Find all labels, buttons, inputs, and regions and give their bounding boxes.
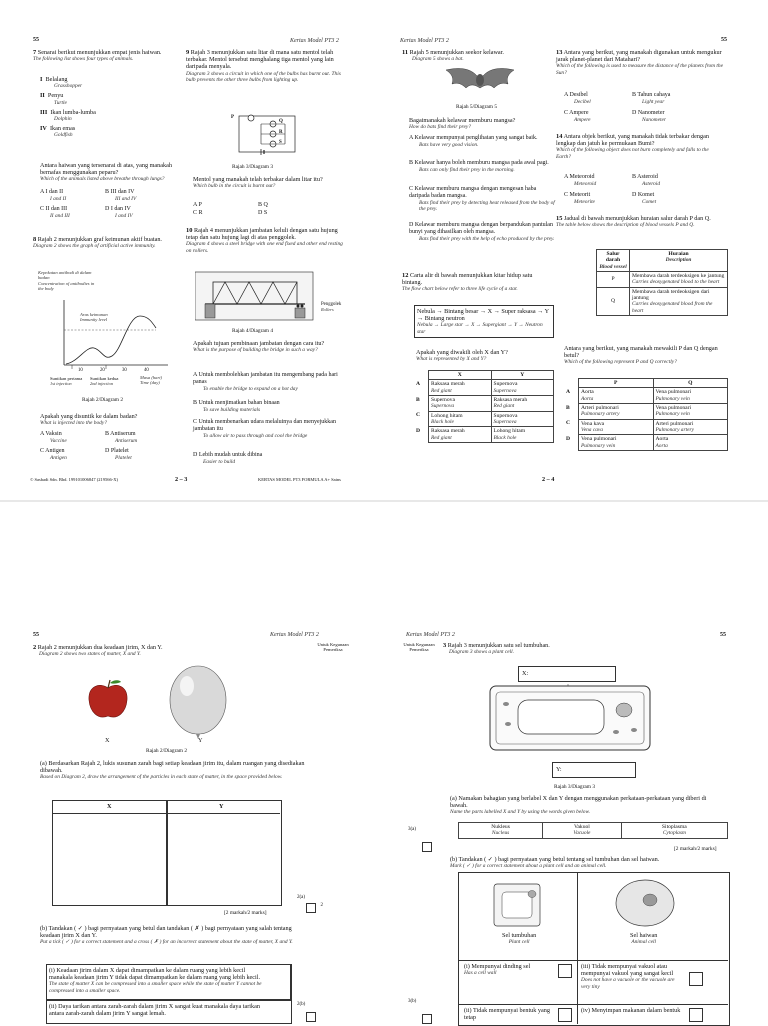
q13-option-c[interactable]: C Ampere Ampere [564, 110, 591, 123]
roller-label: Penggolek Rollers [321, 302, 342, 313]
page-number: 55 [721, 37, 727, 43]
q2b-score-box[interactable] [306, 1012, 316, 1022]
q13-option-b[interactable]: B Tahun cahaya Light year [632, 92, 671, 105]
drawing-box-y[interactable] [166, 800, 282, 906]
q7-option-b[interactable]: B III dan IV III and IV [105, 189, 137, 202]
q3b-answer-i[interactable] [558, 964, 572, 978]
label-box-x[interactable]: X: [518, 666, 616, 682]
q7-number: 7 [33, 49, 37, 56]
q12: 12 Carta alir di bawah menunjukkan kitar hidup satu bintang. The flow chart below refer to three life cycle of a star. [402, 272, 533, 293]
page-number: 55 [33, 37, 39, 43]
drawing-header-x: X [107, 803, 112, 810]
q3b-answer-iv[interactable] [689, 1008, 703, 1022]
q15-question: Antara yang berikut, yang manakah mewakili P dan Q dengan betul? Which of the following represent P and Q correctly? [564, 345, 718, 366]
q9-option-a[interactable]: A P [193, 202, 202, 208]
footer-page: 2 – 4 [542, 476, 555, 483]
q11-option-b[interactable]: B Kelawar hanya boleh memburu mangsa pada awal pagi. Bats can only find their prey in the morning. [409, 160, 549, 173]
q14-option-b[interactable]: B Asteroid Asteroid [632, 174, 661, 187]
word-nucleus: Nukleus Nucleus [459, 823, 543, 839]
q3b: (b) Tandakan ( ✓ ) bagi pernyataan yang betul tentang sel tumbuhan dan sel haiwan. Mark ( ✓ ) for a correct statement about a plant cell and an animal cell. [450, 856, 660, 870]
bulb-p-label: P [231, 115, 235, 120]
footer-copyright: © Sasbadi Sdn. Bhd. 199101006847 (219566-X) [30, 477, 119, 482]
q2b-statement-2: (ii) Daya tarikan antara zarah-zarah dalam jirim X sangat kuat manakala daya tarikan antara zarah-zarah dalam jirim Y sangat lemah. [46, 1000, 292, 1024]
page-bottom-right [384, 620, 768, 1024]
q7-list [40, 76, 170, 139]
plant-cell-diagram [488, 684, 652, 752]
q8-option-a[interactable]: A Vaksin Vaccine [40, 431, 67, 444]
plant-cell-small [492, 882, 542, 928]
q11-question: Bagaimanakah kelawar memburu mangsa? How do bats find their prey? [409, 117, 516, 131]
q8: 8 Rajah 2 menunjukkan graf keimunan aktif buatan. Diagram 2 shows the graph of artificial active immunity. [33, 236, 162, 250]
drawing-header-line [52, 813, 280, 814]
paper-header: Kertas Model PT3 2 [270, 632, 319, 638]
bridge-diagram [195, 270, 315, 325]
q3b-answer-iii[interactable] [689, 972, 703, 986]
q12-question: Apakah yang diwakili oleh X dan Y? What is represented by X and Y? [416, 349, 508, 363]
q2: 2 Rajah 2 menunjukkan dua keadaan jirim, X dan Y. Diagram 2 shows two states of matter, X and Y. [33, 644, 163, 658]
bulb-r-label: R [279, 130, 283, 135]
graph-y-label: Kepekatan antibodi di dalam badan Concentration of antibodies in the body [38, 270, 95, 292]
q11: 11 Rajah 5 menunjukkan seekor kelawar. Diagram 5 shows a bat. [402, 49, 504, 63]
q9-option-d[interactable]: D S [258, 210, 268, 216]
plant-cell-label: Sel tumbuhan Plant cell [502, 932, 537, 946]
footer-title: KERTAS MODEL PT3 FORMULA A+ Sains [258, 477, 341, 482]
q7-item-3: III Ikan lumba-lumba Dolphin [40, 108, 96, 123]
q9: 9 Rajah 3 menunjukkan satu litar di mana satu mentol telah terbakar. Mentol tersebut menghalang tiga mentol yang lain daripada menyala. Diagram 3 shows a circuit in which one of the bulbs has burnt out. This bulb prevents the other three bulbs from lighting up. [186, 49, 341, 83]
table-divider-horizontal [458, 960, 728, 961]
q8-question: Apakah yang disuntik ke dalam badan? What is injected into the body? [40, 413, 138, 427]
q10-option-a[interactable]: A Untuk membolehkan jambatan itu mengembang pada hari panas To enable the bridge to expand on a hot day [193, 372, 338, 392]
q11-option-d[interactable]: D Kelawar memburu mangsa dengan berpandukan pantulan bunyi yang dihasilkan oleh mangsa. Bats find their prey with the help of echo produced by the prey. [409, 222, 555, 242]
animal-cell-label: Sel haiwan Animal cell [630, 932, 658, 946]
q2a-code: 2(a) [297, 895, 306, 900]
bulb-q-label: Q [279, 119, 283, 124]
paper-header: Kertas Model PT3 2 [406, 632, 455, 638]
q9-option-b[interactable]: B Q [258, 202, 268, 208]
bridge-svg [195, 270, 315, 325]
q3b-answer-ii[interactable] [558, 1008, 572, 1022]
q12-option-d[interactable]: D Raksasa merah Red giant Lohong hitam Black hole [414, 427, 554, 443]
q7-question: Antara haiwan yang tersenarai di atas, yang manakah bernafas menggunakan peparu? Which of the animals listed above breathe through lungs? [40, 162, 172, 183]
immunity-level-label: Aras keimunan Immunity level [80, 312, 108, 323]
q3a: (a) Namakan bahagian yang berlabel X dan Y dengan menggunakan perkataan-perkataan yang diberi di bawah. Name the parts labelled X and Y by using the words given below. [450, 795, 707, 816]
circuit-diagram [225, 112, 305, 160]
q8-option-d[interactable]: D Platelet Platelet [105, 448, 132, 461]
q14: 14 Antara objek berikut, yang manakah tidak terbakar dengan lengkap dan jatuh ke permukaan Bumi? Which of the following object does not burn completely and falls to the Earth? [556, 133, 709, 160]
q14-option-c[interactable]: C Meteorit Meteorite [564, 192, 595, 205]
q2-caption: Rajah 2/Diagram 2 [146, 748, 188, 754]
q13: 13 Antara yang berikut, yang manakah digunakan untuk mengukur jarak planet-planet dari Matahari? Which of the following is used to measure the distance of the planets from the Sun? [556, 49, 723, 76]
q2a: (a) Berdasarkan Rajah 2, lukis susunan zarah bagi setiap keadaan jirim itu, dalam ruangan yang disediakan dibawah. Based on Diagram 2, draw the arrangement of the particles in each state of matter, in the space provided below. [40, 760, 305, 781]
label-y: Y [198, 737, 203, 744]
q3b-code: 3(b) [408, 999, 417, 1004]
q3a-score-box[interactable] [422, 842, 432, 852]
q15-options-table: P Q A Aorta Aorta Vena pulmonari Pulmonary vein B Arteri pulmonari Pulmonary artery Vena pulmonari Pulmonary vein C Vena kava Vena cava Arteri pulmonari Pulmonary artery D Vena pulmonari Pulmonary vein Aorta Aorta [564, 378, 728, 451]
q2a-marks: [2 markah/2 marks] [224, 910, 267, 916]
q11-caption: Rajah 5/Diagram 5 [456, 104, 498, 110]
footer-page: 2 – 3 [175, 476, 188, 483]
q9-question: Mentol yang manakah telah terbakar dalam litar itu? Which bulb in the circuit is burnt out? [193, 176, 323, 190]
q12-table: X Y A Raksasa merah Red giant Supernova Supernova B Supernova Supernova Raksasa merah Red giant C Lohong hitam Black hole Supernova Supernova D Raksasa merah Red giant Lohong hitam Black hole [414, 370, 554, 443]
q2b: (b) Tandakan ( ✓ ) bagi pernyataan yang betul dan tandakan ( ✗ ) bagi pernyataan yang salah tentang keadaan jirim X dan Y. Put a tick ( ✓ ) for a correct statement and a cross ( ✗ ) for an incorrect statement about the state of matter, X and Y. [40, 925, 293, 946]
q15-option-a[interactable]: A Aorta Aorta Vena pulmonari Pulmonary vein [564, 388, 728, 404]
bulb-s-label: S [279, 140, 282, 145]
q7-option-a[interactable]: A I dan II I and II [40, 189, 67, 202]
apple-image [86, 678, 130, 722]
q10-option-d[interactable]: D Lebih mudah untuk dibina Easier to build [193, 452, 263, 465]
immunity-graph: Kepekatan antibodi di dalam badan Concentration of antibodies in the body Aras keimunan Immunity level 10 20 30 40 [38, 270, 178, 385]
q2b-statement-1: (i) Keadaan jirim dalam X dapat dimampatkan ke dalam ruang yang lebih kecil manakala keadaan jirim Y tidak dapat dimampatkan ke dalam ruang yang lebih kecil. The state of matter X can be compressed into a smaller space while the state of matter Y cannot be compressed into a smaller space. [46, 964, 292, 1000]
q14-option-d[interactable]: D Komet Comet [632, 192, 657, 205]
q10-caption: Rajah 4/Diagram 4 [232, 328, 274, 334]
q7-item-4: IV Ikan emas Goldfish [40, 125, 76, 139]
q10: 10 Rajah 4 menunjukkan jambatan keluli dengan satu hujung tetap dan satu hujung lagi di atas penggolek. Diagram 4 shows a steel bridge with one end fixed and other end resting on rollers. [186, 227, 343, 254]
bat-image [444, 64, 516, 98]
drawing-header-y: Y [219, 803, 224, 810]
q8-caption: Rajah 2/Diagram 2 [82, 397, 124, 403]
q8-option-c[interactable]: C Antigen Antigen [40, 448, 67, 461]
page-bottom-left [0, 620, 384, 1024]
graph-x-label: Masa (hari) Time (day) [140, 375, 163, 386]
q14-option-a[interactable]: A Meteoroid Meteoroid [564, 174, 597, 187]
q10-option-b[interactable]: B Untuk menjimatkan bahan binaan To save building materials [193, 400, 280, 413]
q7-item-2: II Penyu Turtle [40, 92, 67, 106]
q11-option-c[interactable]: C Kelawar memburu mangsa dengan mengesan haba daripada badan mangsa. Bats find their prey by detecting heat released from the body of the prey. [409, 186, 555, 213]
q7-option-c[interactable]: C II dan III II and III [40, 206, 70, 219]
q13-option-a[interactable]: A Desibel Decibel [564, 92, 591, 105]
page-divider [0, 500, 768, 502]
drawing-box-x[interactable] [52, 800, 168, 906]
q13-option-d[interactable]: D Nanometer Nanometer [632, 110, 666, 123]
q12-option-a[interactable]: A Raksasa merah Red giant Supernova Supernova [414, 380, 554, 396]
q10-option-c[interactable]: C Untuk membenarkan udara melaluinya dan menyejukkan jambatan itu To allow air to pass through and cool the bridge [193, 419, 336, 439]
q12-option-b[interactable]: B Supernova Supernova Raksasa merah Red giant [414, 396, 554, 412]
q2b-answer-1[interactable] [290, 964, 292, 1000]
page-number: 55 [33, 632, 39, 638]
q3b-score-box[interactable] [422, 1014, 432, 1024]
label-x: X [105, 737, 110, 744]
page-number: 55 [720, 632, 726, 638]
q3-caption: Rajah 3/Diagram 3 [554, 784, 596, 790]
examiner-column-label: Untuk Kegunaan Pemeriksa [317, 642, 349, 653]
q3b-statement-ii: (ii) Tidak mempunyai bentuk yang tetap [464, 1007, 550, 1022]
word-cytoplasm: Sitoplasma Cytoplasm [621, 823, 727, 839]
q7-option-d[interactable]: D I dan IV I and IV [105, 206, 133, 219]
q3b-statement-iii: (iii) Tidak mempunyai vakuol atau mempunyai vakuol yang sangat kecil Does not have a vacuole or the vacuole are very tiny [581, 963, 675, 990]
table-divider-horizontal-2 [458, 1004, 728, 1005]
q15-option-d[interactable]: D Vena pulmonari Pulmonary vein Aorta Aorta [564, 435, 728, 451]
animal-cell-small [614, 878, 676, 928]
q3b-statement-i: (i) Mempunyai dinding sel Has a cell wall [464, 963, 531, 977]
q3a-word-bank [458, 822, 728, 839]
q12-option-c[interactable]: C Lohong hitam Black hole Supernova Supernova [414, 411, 554, 427]
q7-text-en: The following list shows four types of animals. [33, 56, 134, 63]
q15: 15 Jadual di bawah menunjukkan huraian salur darah P dan Q. The table below shows the description of blood vessels P and Q. [556, 215, 711, 229]
circuit-svg [225, 112, 305, 160]
word-vacuole: Vakuol Vacuole [543, 823, 622, 839]
q2a-score-box-right: 2 [320, 903, 323, 908]
star-flow-chart: Nebula → Bintang besar → X → Super raksasa → Y → Bintang neutron Nebula → Large star → X → Supergiant → Y → Neutron star [414, 305, 554, 338]
q9-caption: Rajah 3/Diagram 3 [232, 164, 274, 170]
paper-header: Kertas Model PT3 2 [400, 38, 449, 44]
q10-question: Apakah tujuan pembinaan jambatan dengan cara itu? What is the purpose of building the bridge in such a way? [193, 340, 325, 354]
q3: 3 Rajah 3 menunjukkan satu sel tumbuhan. Diagram 3 shows a plant cell. [443, 642, 550, 656]
paper-header: Kertas Model PT3 2 [290, 38, 339, 44]
q15-option-c[interactable]: C Vena kava Vena cava Arteri pulmonari Pulmonary artery [564, 419, 728, 435]
q3a-code: 3(a) [408, 827, 417, 832]
q3a-marks: [2 markah/2 marks] [674, 846, 717, 852]
examiner-column-label: Untuk Kegunaan Pemeriksa [403, 642, 435, 653]
q7-item-1: I Belalang Grasshopper [40, 76, 83, 90]
q7-text: Senarai berikut menunjukkan empat jenis haiwan. [37, 49, 162, 56]
q2b-code: 2(b) [297, 1002, 306, 1007]
q8-option-b[interactable]: B Antiserum Antiserum [105, 431, 138, 444]
table-divider-vertical [577, 872, 578, 1024]
page-top-left: 55 Kertas Model PT3 2 7 Senarai berikut menunjukkan empat jenis haiwan. The following list shows four types of animals. I Belalang Grasshopper II Penyu Turtle III Ikan lumba-lumba Dolphin IV Ikan emas Goldfish Antara haiwan yang tersenarai di atas, yang manakah bernafas menggunakan peparu? Which of the animals listed above breathe through lungs? A I dan II I and II B III dan IV III and IV C II dan III II and III D I dan IV I and IV 8 Rajah 2 menunjukkan graf keimunan aktif buatan. Diagram 2 shows the graph of artificial active immunity. Kepekatan antibodi di dalam badan Concentration of antibodies in the body Aras keimunan Immunity level 10 20 30 40 Masa (hari) Time (day) Suntikan pertama 1st injection Suntikan kedua 2nd injection Rajah 2/Diagram 2 Apakah yang disuntik ke dalam badan? What is injected into the body? A Vaksin Vaccine B Antiserum Antiserum C Antigen Antigen D Platelet Platelet 9 Rajah 3 menunjukkan satu litar di mana satu mentol telah terbakar. Mentol tersebut menghalang tiga mentol yang lain daripada menyala. Diagram 3 shows a circuit in which one of the bulbs has burnt out. This bulb prevents the other three bulbs from lighting up. P Q R S Rajah 3/Diagram 3 Mentol yang manakah telah terbakar dalam litar itu? Which bulb in the circuit is burnt out? A P B Q C R D S 10 Rajah 4 menunjukkan jambatan keluli dengan satu hujung tetap dan satu hujung lagi di atas penggolek. Diagram 4 shows a steel bridge with one end fixed and other end resting on rollers. Penggolek Rollers Rajah 4/Diagram 4 Apakah tujuan pembinaan jambatan dengan cara itu? What is the purpose of building the bridge in such a way? A Untuk membolehkan jambatan itu mengembang pada hari panas To enable the bridge to expand on a hot day B Untuk menjimatkan bahan binaan To save building materials C Untuk membenarkan udara melaluinya dan menyejukkan jambatan itu To allow air to pass through and cool the bridge D Lebih mudah untuk dibina Easier to build © Sasbadi Sdn. Bhd. 199101006847 (219566-X) 2 – 3 KERTAS MODEL PT3 FORMULA A+ Sains [0, 0, 384, 500]
q15-vessel-table: Salur darah Blood vessel Huraian Description P Membawa darah terdeoksigen ke jantung Carries deoxygenated blood to the heart Q Membawa darah terdeoksigen dari jantung Carries deoxygenated blood from the heart [596, 249, 728, 316]
q9-option-c[interactable]: C R [193, 210, 203, 216]
q3b-statement-iv: (iv) Menyimpan makanan dalam bentuk [581, 1007, 681, 1014]
q15-option-b[interactable]: B Arteri pulmonari Pulmonary artery Vena pulmonari Pulmonary vein [564, 404, 728, 420]
label-box-y[interactable]: Y: [552, 762, 636, 778]
q7 [33, 49, 178, 62]
q11-option-a[interactable]: A Kelawar mempunyai penglihatan yang sangat baik. Bats have very good vision. [409, 135, 538, 148]
graph-plot [38, 270, 178, 385]
page-top-right [384, 0, 768, 500]
